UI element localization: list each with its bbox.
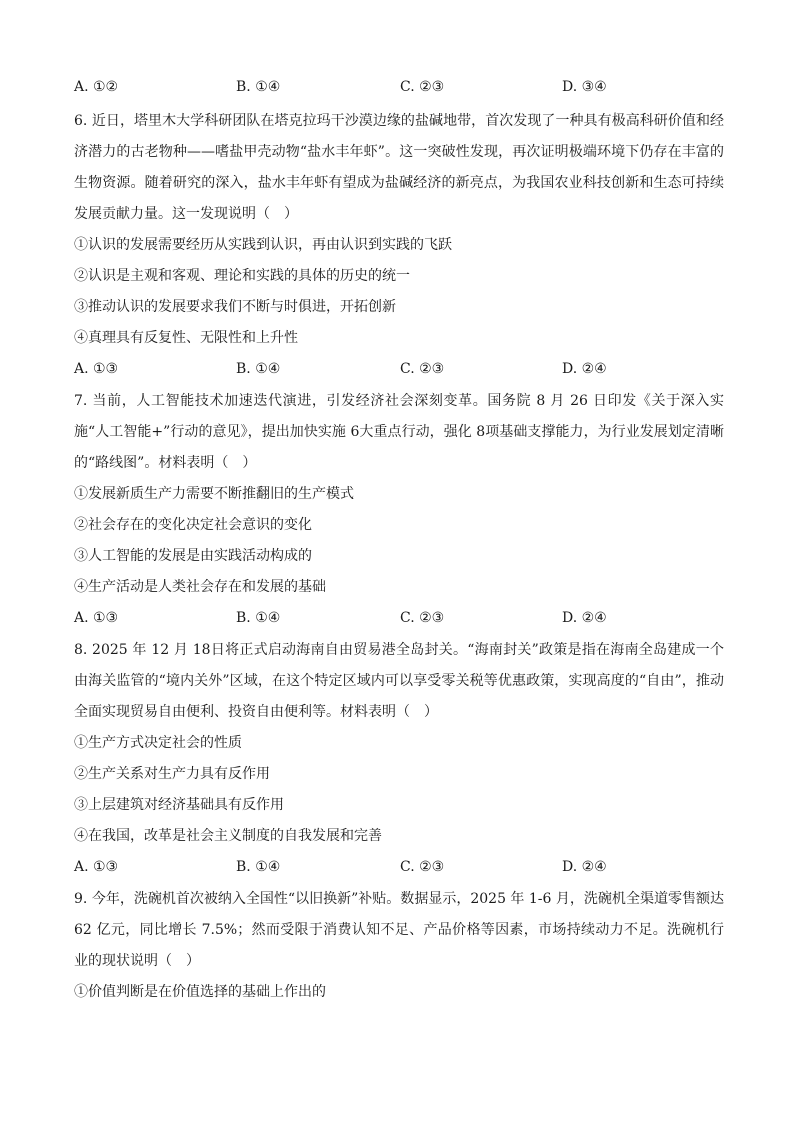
option-b: B. ①④	[236, 610, 281, 626]
statement-3: ③推动认识的发展要求我们不断与时俱进，开拓创新	[74, 299, 396, 315]
option-a: A. ①③	[74, 610, 119, 626]
question-9	[74, 884, 724, 1008]
page-content	[74, 76, 724, 1008]
option-c: C. ②③	[400, 79, 445, 95]
option-c: C. ②③	[400, 610, 445, 626]
statement-3: ③上层建筑对经济基础具有反作用	[74, 797, 284, 813]
statement-4: ④真理具有反复性、无限性和上升性	[74, 330, 298, 346]
option-c: C. ②③	[400, 361, 445, 377]
statement-4: ④生产活动是人类社会存在和发展的基础	[74, 579, 326, 595]
statement-3: ③人工智能的发展是由实践活动构成的	[74, 548, 312, 564]
question-stem: 6. 近日，塔里木大学科研团队在塔克拉玛干沙漠边缘的盐碱地带，首次发现了一种具有极高科研价值和经济潜力的古老物种——嗜盐甲壳动物“盐水丰年虾”。这一突破性发现，再次证明极端环境下仍存在丰富的生物资源。随着研究的深入，盐水丰年虾有望成为盐碱经济的新亮点，为我国农业科技创新和生态可持续发展贡献力量。这一发现说明（ ）	[74, 113, 724, 222]
option-d: D. ②④	[562, 859, 607, 875]
option-b: B. ①④	[236, 361, 281, 377]
answer-options	[74, 856, 724, 878]
option-a: A. ①②	[74, 79, 119, 95]
option-d: D. ③④	[562, 79, 607, 95]
statement-2: ②社会存在的变化决定社会意识的变化	[74, 517, 312, 533]
option-d: D. ②④	[562, 610, 607, 626]
option-b: B. ①④	[236, 859, 281, 875]
answer-options	[74, 358, 724, 380]
statement-2: ②生产关系对生产力具有反作用	[74, 766, 270, 782]
question-6	[74, 106, 724, 380]
option-c: C. ②③	[400, 859, 445, 875]
question-7	[74, 386, 724, 629]
statement-1: ①价值判断是在价值选择的基础上作出的	[74, 984, 326, 1000]
option-a: A. ①③	[74, 859, 119, 875]
question-8	[74, 635, 724, 878]
statement-2: ②认识是主观和客观、理论和实践的具体的历史的统一	[74, 268, 410, 284]
statement-4: ④在我国，改革是社会主义制度的自我发展和完善	[74, 828, 382, 844]
previous-question-options	[74, 76, 724, 98]
question-stem: 7. 当前，人工智能技术加速迭代演进，引发经济社会深刻变革。国务院 8 月 26 日印发《关于深入实施“人工智能+”行动的意见》，提出加快实施 6大重点行动，强化 8项基础支撑能力，为行业发展划定清晰的“路线图”。材料表明（ ）	[74, 393, 724, 471]
option-d: D. ②④	[562, 361, 607, 377]
statement-1: ①生产方式决定社会的性质	[74, 735, 242, 751]
question-stem: 8. 2025 年 12 月 18日将正式启动海南自由贸易港全岛封关。“海南封关”政策是指在海南全岛建成一个由海关监管的“境内关外”区域，在这个特定区域内可以享受零关税等优惠政策，实现高度的“自由”，推动全面实现贸易自由便利、投资自由便利等。材料表明（ ）	[74, 642, 724, 720]
option-b: B. ①④	[236, 79, 281, 95]
statement-1: ①认识的发展需要经历从实践到认识，再由认识到实践的飞跃	[74, 237, 452, 253]
option-a: A. ①③	[74, 361, 119, 377]
question-stem: 9. 今年，洗碗机首次被纳入全国性“以旧换新”补贴。数据显示，2025 年 1-6 月，洗碗机全渠道零售额达 62 亿元，同比增长 7.5%；然而受限于消费认知不足、产品价格等因素，市场持续动力不足。洗碗机行业的现状说明（ ）	[74, 891, 724, 969]
statement-1: ①发展新质生产力需要不断推翻旧的生产模式	[74, 486, 354, 502]
answer-options	[74, 607, 724, 629]
